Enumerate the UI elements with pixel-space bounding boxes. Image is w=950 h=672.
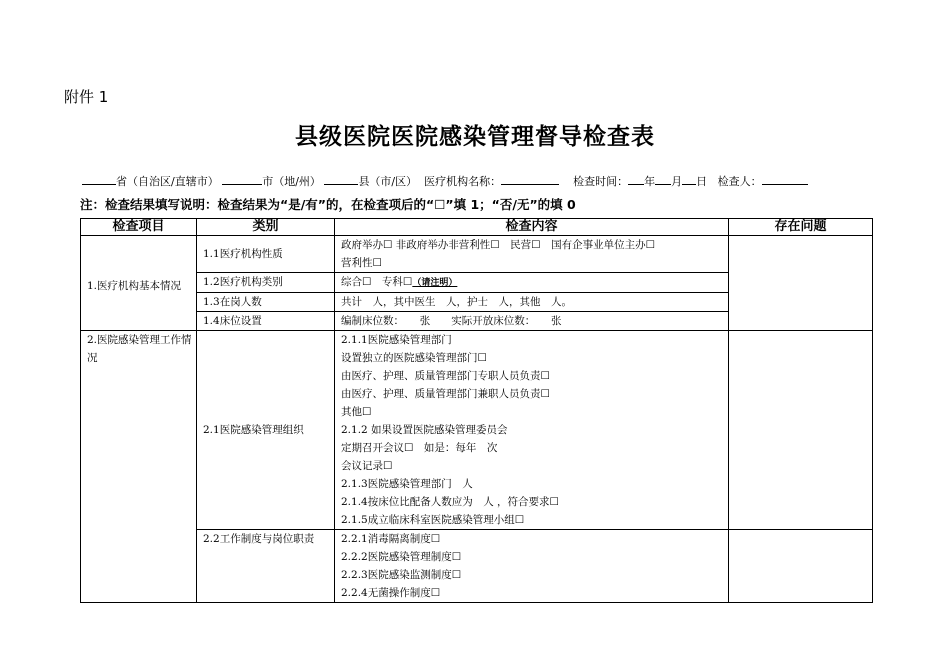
row-category: 1.1医疗机构性质 — [197, 236, 335, 273]
content-line: 2.2.4无菌操作制度☐ — [341, 587, 441, 599]
content-line: 由医疗、护理、质量管理部门兼职人员负责☐ — [341, 388, 550, 400]
row-content — [335, 530, 729, 603]
row-content: 共计 人，其中医生 人，护士 人，其他 人。 — [335, 293, 729, 312]
inspector-label: 检查人： — [717, 175, 762, 188]
check-time-label: 检查时间： — [573, 175, 629, 188]
content-line: 2.1.4按床位比配备人数应为 人 ，符合要求☐ — [341, 496, 559, 508]
day-label: 日 — [696, 175, 708, 188]
table-row — [81, 331, 873, 530]
row-content — [335, 273, 729, 293]
header-content: 检查内容 — [335, 219, 729, 236]
month-blank — [655, 173, 671, 185]
specify-hint: （请注明） — [412, 278, 458, 288]
inspection-table — [80, 218, 873, 603]
year-blank — [628, 173, 644, 185]
content-line: 2.1.5成立临床科室医院感染管理小组☐ — [341, 514, 525, 526]
day-blank — [682, 173, 696, 185]
attachment-label: 附件 1 — [64, 88, 109, 106]
row-content — [335, 331, 729, 530]
content-line: 2.1.2 如果设置医院感染管理委员会 — [341, 424, 508, 436]
year-label: 年 — [644, 175, 656, 188]
header-item: 检查项目 — [81, 219, 197, 236]
content-line: 其他☐ — [341, 406, 372, 418]
row-category: 1.4床位设置 — [197, 312, 335, 331]
content-text: 综合☐ 专科☐ — [341, 276, 413, 288]
content-line: 设置独立的医院感染管理部门☐ — [341, 352, 487, 364]
table-row — [81, 530, 873, 603]
org-name-blank — [501, 173, 559, 185]
row-content — [335, 236, 729, 273]
content-line: 2.2.3医院感染监测制度☐ — [341, 569, 462, 581]
content-line: 政府举办☐ 非政府举办非营利性☐ 民营☐ 国有企事业单位主办☐ — [341, 239, 655, 251]
row-category: 1.3在岗人数 — [197, 293, 335, 312]
row-content: 编制床位数： 张 实际开放床位数： 张 — [335, 312, 729, 331]
row-category: 1.2医疗机构类别 — [197, 273, 335, 293]
header-issues: 存在问题 — [729, 219, 873, 236]
content-line: 2.2.2医院感染管理制度☐ — [341, 551, 462, 563]
content-line: 由医疗、护理、质量管理部门专职人员负责☐ — [341, 370, 550, 382]
section2-item: 2.医院感染管理工作情况 — [81, 331, 197, 603]
content-line: 会议记录☐ — [341, 460, 393, 472]
content-line: 定期召开会议☐ 如是：每年 次 — [341, 442, 498, 454]
row-category: 2.1医院感染管理组织 — [197, 331, 335, 530]
content-line: 2.1.1医院感染管理部门 — [341, 334, 452, 346]
page-title: 县级医院医院感染管理督导检查表 — [295, 124, 655, 150]
info-line — [82, 173, 882, 189]
inspector-blank — [762, 173, 808, 185]
header-category: 类别 — [197, 219, 335, 236]
table-header-row — [81, 219, 873, 236]
county-blank — [324, 173, 358, 185]
table-row — [81, 236, 873, 273]
city-label: 市（地/州） — [262, 175, 321, 188]
province-blank — [82, 173, 116, 185]
row-category: 2.2工作制度与岗位职责 — [197, 530, 335, 603]
org-name-label: 医疗机构名称： — [424, 175, 502, 188]
content-line: 营利性☐ — [341, 257, 382, 269]
section2-2-issues-cell[interactable] — [729, 530, 873, 603]
section1-item: 1.医疗机构基本情况 — [81, 236, 197, 331]
content-line: 2.1.3医院感染管理部门 人 — [341, 478, 473, 490]
province-label: 省（自治区/直辖市） — [116, 175, 219, 188]
instruction-note: 注：检查结果填写说明：检查结果为“是/有”的，在检查项后的“☐”填 1；“否/无”的填 0 — [80, 197, 576, 212]
content-line: 2.2.1消毒隔离制度☐ — [341, 533, 441, 545]
section2-1-issues-cell[interactable] — [729, 331, 873, 530]
county-label: 县（市/区） — [358, 175, 418, 188]
section1-issues-cell[interactable] — [729, 236, 873, 331]
city-blank — [222, 173, 262, 185]
month-label: 月 — [671, 175, 683, 188]
